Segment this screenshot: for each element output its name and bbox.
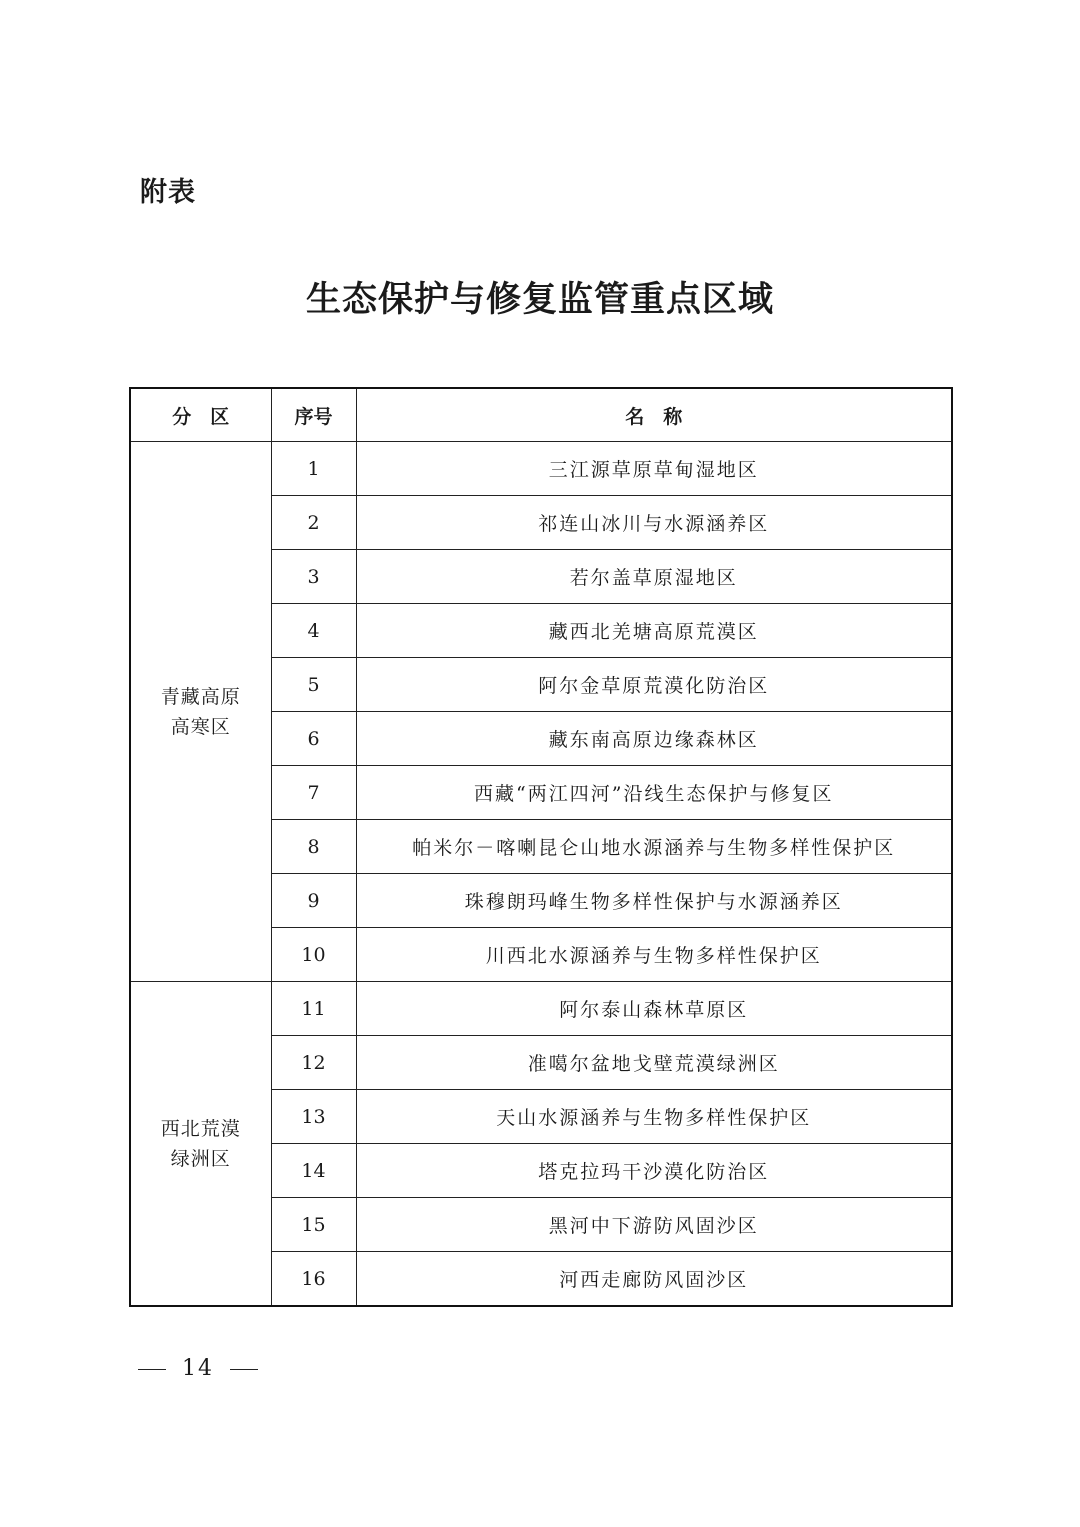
name-cell: 川西北水源涵养与生物多样性保护区 <box>356 928 952 982</box>
header-name: 名 称 <box>356 388 952 442</box>
footer-dash-left <box>138 1369 166 1370</box>
header-seq: 序号 <box>271 388 356 442</box>
seq-cell: 5 <box>271 658 356 712</box>
table-header-row <box>130 388 952 442</box>
seq-cell: 13 <box>271 1090 356 1144</box>
region-cell <box>130 982 271 1307</box>
page-title: 生态保护与修复监管重点区域 <box>305 280 774 320</box>
name-cell: 天山水源涵养与生物多样性保护区 <box>356 1090 952 1144</box>
footer-dash-right <box>230 1369 258 1370</box>
name-cell: 祁连山冰川与水源涵养区 <box>356 496 952 550</box>
key-areas-table <box>129 387 953 1307</box>
name-cell: 阿尔泰山森林草原区 <box>356 982 952 1036</box>
name-cell: 准噶尔盆地戈壁荒漠绿洲区 <box>356 1036 952 1090</box>
seq-cell: 14 <box>271 1144 356 1198</box>
name-cell: 阿尔金草原荒漠化防治区 <box>356 658 952 712</box>
name-cell: 三江源草原草甸湿地区 <box>356 442 952 496</box>
table-row <box>130 982 952 1036</box>
seq-cell: 7 <box>271 766 356 820</box>
name-cell: 珠穆朗玛峰生物多样性保护与水源涵养区 <box>356 874 952 928</box>
header-region: 分 区 <box>130 388 271 442</box>
name-cell: 西藏“两江四河”沿线生态保护与修复区 <box>356 766 952 820</box>
name-cell: 黑河中下游防风固沙区 <box>356 1198 952 1252</box>
seq-cell: 9 <box>271 874 356 928</box>
page-footer <box>138 1356 258 1381</box>
name-cell: 帕米尔－喀喇昆仑山地水源涵养与生物多样性保护区 <box>356 820 952 874</box>
name-cell: 若尔盖草原湿地区 <box>356 550 952 604</box>
table-body <box>130 442 952 1307</box>
seq-cell: 16 <box>271 1252 356 1307</box>
region-label-line: 绿洲区 <box>170 1147 231 1170</box>
seq-cell: 1 <box>271 442 356 496</box>
seq-cell: 4 <box>271 604 356 658</box>
page-number: 14 <box>182 1356 214 1381</box>
seq-cell: 15 <box>271 1198 356 1252</box>
region-cell <box>130 442 271 982</box>
name-cell: 河西走廊防风固沙区 <box>356 1252 952 1307</box>
annex-label: 附表 <box>140 177 196 208</box>
seq-cell: 2 <box>271 496 356 550</box>
seq-cell: 3 <box>271 550 356 604</box>
seq-cell: 6 <box>271 712 356 766</box>
region-label-line: 青藏高原 <box>160 685 241 708</box>
name-cell: 藏东南高原边缘森林区 <box>356 712 952 766</box>
seq-cell: 8 <box>271 820 356 874</box>
region-label-line: 西北荒漠 <box>160 1117 241 1140</box>
region-label-line: 高寒区 <box>170 715 231 738</box>
seq-cell: 10 <box>271 928 356 982</box>
seq-cell: 12 <box>271 1036 356 1090</box>
seq-cell: 11 <box>271 982 356 1036</box>
name-cell: 塔克拉玛干沙漠化防治区 <box>356 1144 952 1198</box>
name-cell: 藏西北羌塘高原荒漠区 <box>356 604 952 658</box>
table-row <box>130 442 952 496</box>
